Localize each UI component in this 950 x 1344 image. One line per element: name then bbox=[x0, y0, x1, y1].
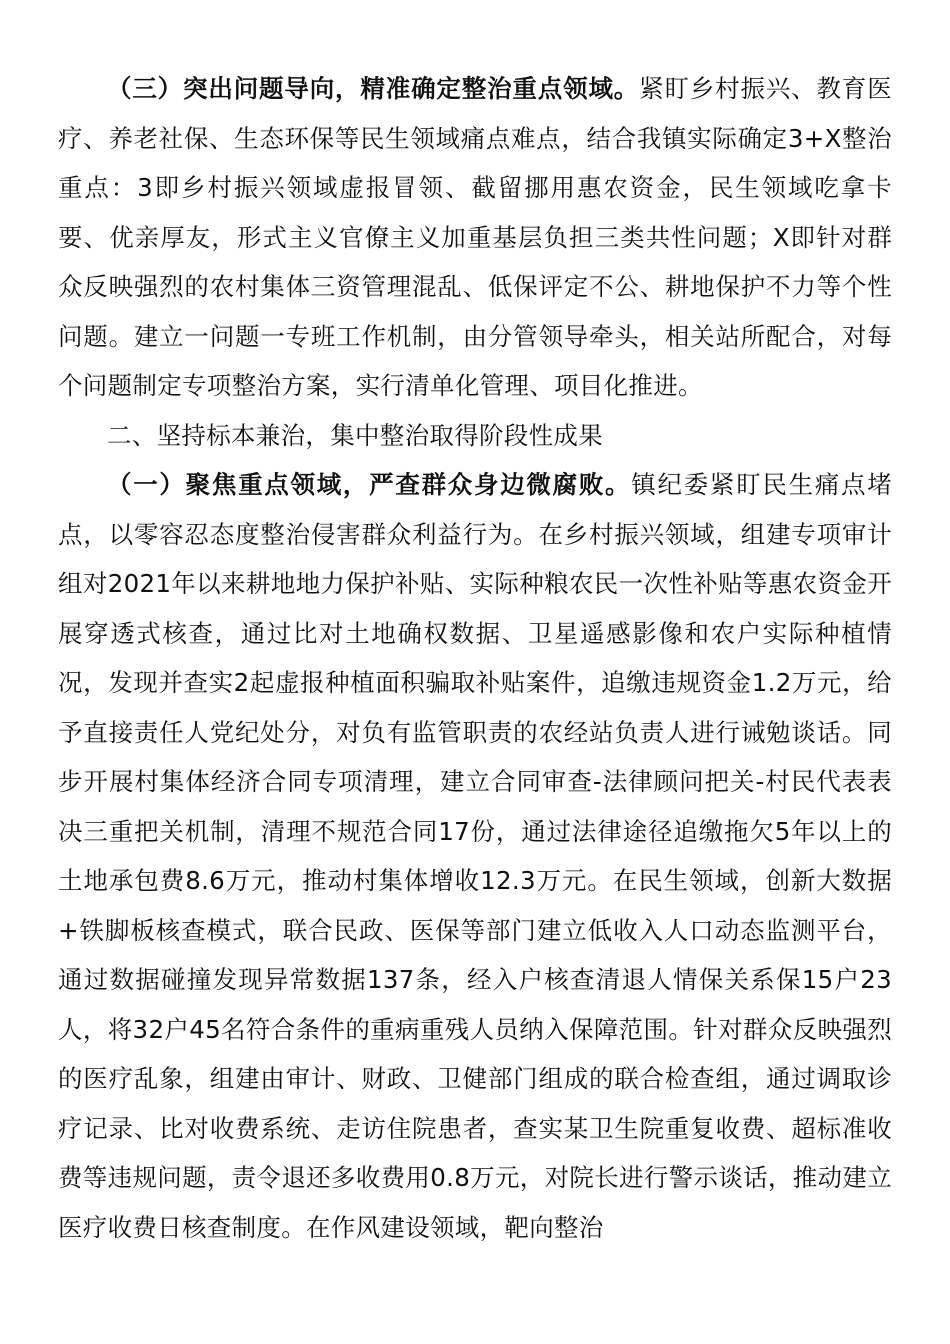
section-one-lead: （一）聚焦重点领域，严查群众身边微腐败。 bbox=[107, 470, 632, 499]
paragraph-section-one bbox=[58, 460, 892, 1252]
heading-part-two: 二、坚持标本兼治，集中整治取得阶段性成果 bbox=[107, 420, 603, 450]
section-three-body: 紧盯乡村振兴、教育医疗、养老社保、生态环保等民生领域痛点难点，结合我镇实际确定3+X整治重点：3即乡村振兴领域虚报冒领、截留挪用惠农资金，民生领域吃拿卡要、优亲厚友，形式主义官僚主义加重基层负担三类共性问题；X即针对群众反映强烈的农村集体三资管理混乱、低保评定不公、耕地保护不力等个性问题。建立一问题一专班工作机制，由分管领导牵头，相关站所配合，对每个问题制定专项整治方案，实行清单化管理、项目化推进。 bbox=[58, 74, 892, 400]
document-page bbox=[58, 64, 892, 1252]
section-one-body: 镇纪委紧盯民生痛点堵点，以零容忍态度整治侵害群众利益行为。在乡村振兴领域，组建专项审计组对2021年以来耕地地力保护补贴、实际种粮农民一次性补贴等惠农资金开展穿透式核查，通过比对土地确权数据、卫星遥感影像和农户实际种植情况，发现并查实2起虚报种植面积骗取补贴案件，追缴违规资金1.2万元，给予直接责任人党纪处分，对负有监管职责的农经站负责人进行诫勉谈话。同步开展村集体经济合同专项清理，建立合同审查-法律顾问把关-村民代表表决三重把关机制，清理不规范合同17份，通过法律途径追缴拖欠5年以上的土地承包费8.6万元，推动村集体增收12.3万元。在民生领域，创新大数据+铁脚板核查模式，联合民政、医保等部门建立低收入人口动态监测平台，通过数据碰撞发现异常数据137条，经入户核查清退人情保关系保15户23人，将32户45名符合条件的重病重残人员纳入保障范围。针对群众反映强烈的医疗乱象，组建由审计、财政、卫健部门组成的联合检查组，通过调取诊疗记录、比对收费系统、走访住院患者，查实某卫生院重复收费、超标准收费等违规问题，责令退还多收费用0.8万元，对院长进行警示谈话，推动建立医疗收费日核查制度。在作风建设领域，靶向整治 bbox=[58, 470, 893, 1242]
section-three-lead: （三）突出问题导向，精准确定整治重点领域。 bbox=[107, 74, 640, 103]
paragraph-section-three bbox=[58, 64, 892, 411]
